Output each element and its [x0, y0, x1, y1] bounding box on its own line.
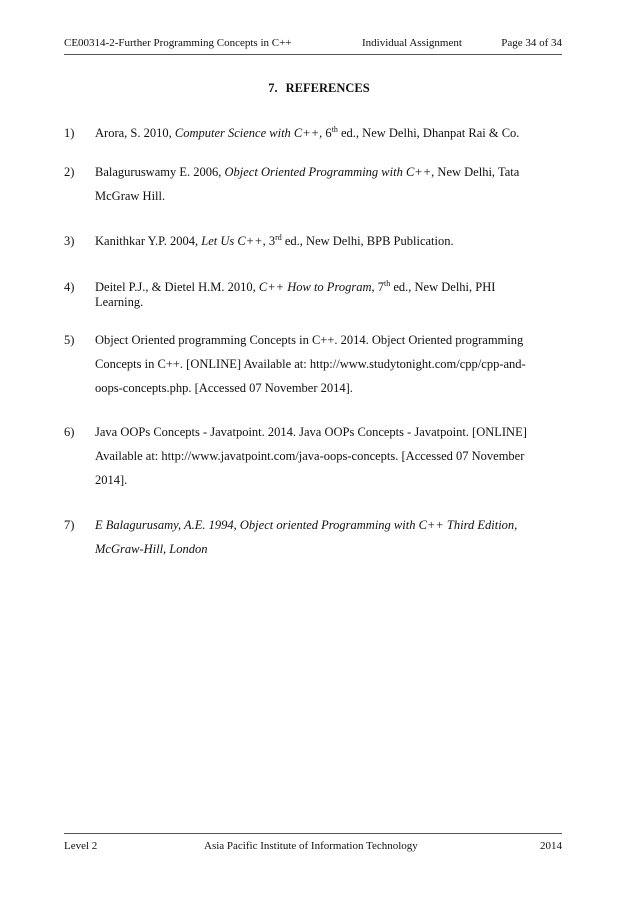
reference-text: Arora, S. 2010, Computer Science with C++, 6th ed., New Delhi, Dhanpat Rai & Co. [95, 125, 520, 140]
reference-number: 1) [64, 126, 75, 140]
header-rule [64, 54, 562, 55]
reference-text: Kanithkar Y.P. 2004, Let Us C++, 3rd ed., New Delhi, BPB Publication. [95, 233, 454, 248]
page-header [64, 37, 562, 50]
reference-text: Balaguruswamy E. 2006, Object Oriented Programming with C++, New Delhi, Tata McGraw Hill. [95, 165, 520, 203]
reference-number: 2) [64, 165, 75, 179]
reference-text: Java OOPs Concepts - Javatpoint. 2014. Java OOPs Concepts - Javatpoint. [ONLINE] Available at: http://www.javatpoint.com/java-oops-concepts. [Accessed 07 November 2014]. [95, 425, 527, 487]
reference-text: E Balagurusamy, A.E. 1994, Object oriented Programming with C++ Third Edition, McGraw-Hill, London [95, 518, 518, 556]
reference-number: 6) [64, 425, 75, 439]
header-page-number: Page 34 of 34 [501, 37, 562, 49]
reference-number: 3) [64, 234, 75, 248]
reference-number: 5) [64, 333, 75, 347]
reference-title: Computer Science with C++, [174, 126, 323, 140]
footer-year: 2014 [540, 840, 562, 852]
reference-title: C++ How to Program, [258, 280, 375, 294]
section-title: REFERENCES [285, 81, 370, 95]
footer-institute: Asia Pacific Institute of Information Technology [204, 840, 418, 852]
section-number: 7. [268, 81, 278, 95]
header-assignment: Individual Assignment [362, 37, 462, 49]
footer-rule [64, 833, 562, 834]
reference-number: 7) [64, 518, 75, 532]
reference-text: Object Oriented programming Concepts in C++. 2014. Object Oriented programming Concepts in C++. [ONLINE] Available at: http://www.studytonight.com/cpp/cpp-and-oops-concepts.php. [Accessed 07 November 2014]. [95, 333, 526, 395]
footer-level: Level 2 [64, 840, 98, 852]
reference-text: Deitel P.J., & Dietel H.M. 2010, C++ How to Program, 7th ed., New Delhi, PHI Learning. [95, 279, 496, 309]
header-course: CE00314-2-Further Programming Concepts in C++ [64, 37, 292, 49]
reference-title: Object Oriented Programming with C++ [224, 165, 432, 179]
reference-number: 4) [64, 280, 75, 294]
reference-title: Let Us C++ [201, 234, 263, 248]
section-heading [0, 81, 638, 96]
